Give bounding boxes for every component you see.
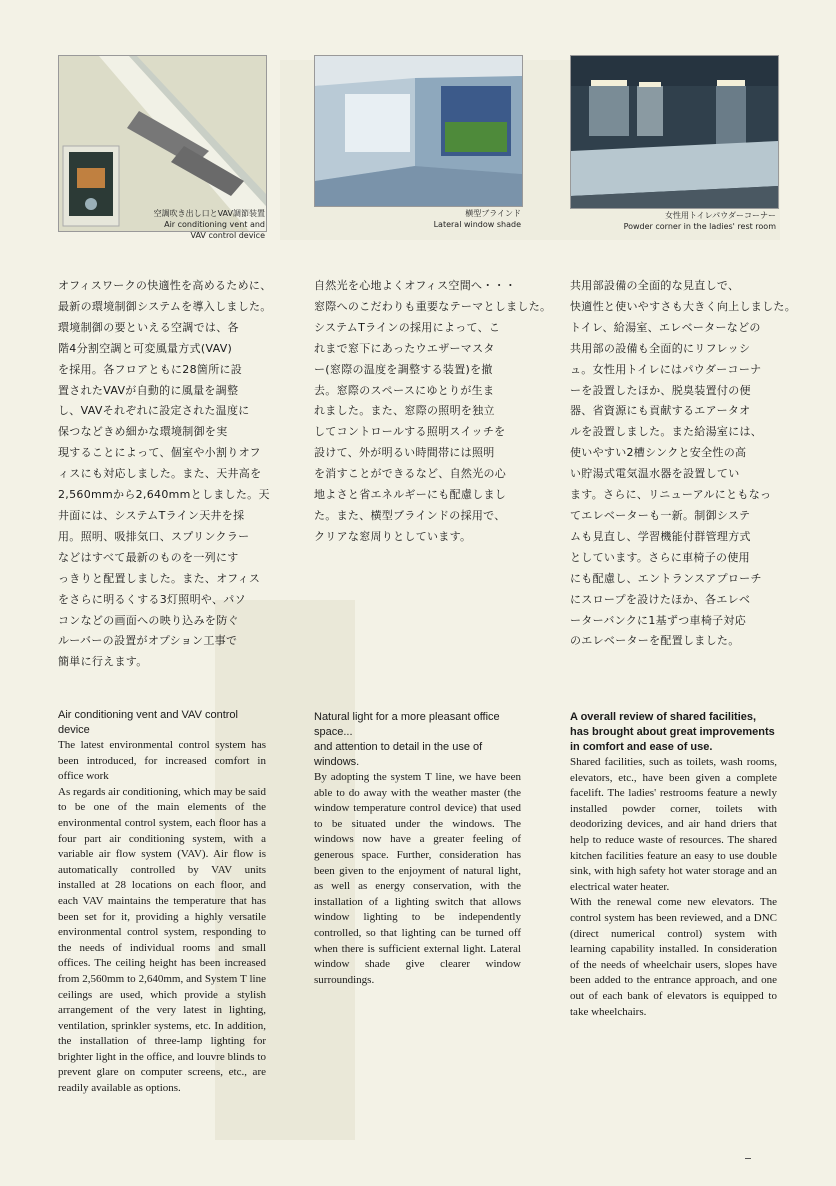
caption-jp: 横型ブラインド bbox=[465, 209, 521, 218]
jp-line: た。また、横型ブラインドの採用で、 bbox=[314, 508, 506, 522]
jp-line: 設けて、外が明るい時間帯には照明 bbox=[314, 446, 495, 460]
en-paragraph: Shared facilities, such as toilets, wash rooms, elevators, etc., have been given a complete facelift. The ladies' restrooms feature a newly installed powder corner, toilets with deodorizing devices, and air hand driers that help to reduce waste of resources. The shared kitchen facilities feature an easy to use double sink, with high safety hot water storage and an electrical water heater. bbox=[570, 756, 777, 893]
jp-line: を採用。各フロアともに28箇所に設 bbox=[58, 362, 243, 376]
jp-line: 共用部の設備も全面的にリフレッシ bbox=[570, 341, 751, 355]
photo-caption-window-shade bbox=[400, 208, 521, 230]
jp-line: ルーバーの設置がオプション工事で bbox=[58, 634, 238, 648]
jp-line: 2,560mmから2,640mmとしました。天 bbox=[58, 488, 270, 502]
jp-line: れまで窓下にあったウエザーマスタ bbox=[314, 341, 495, 355]
en-heading-line: windows. bbox=[314, 756, 360, 768]
jp-line: れました。また、窓際の照明を独立 bbox=[314, 404, 495, 418]
en-body bbox=[570, 755, 777, 1020]
en-paragraph: By adopting the system T line, we have been able to do away with the weather master (the window temperature control device) that used to be situated under the windows. The windows now have a greater feeling of generous space. Further, consideration has been given to the enjoyment of natural light, as well as energy conservation, with the installation of a lighting switch that allows window lighting to be independently controlled, so that lighting can be turned off when there is sufficient external light. Lateral window shade give clearer window surroundings. bbox=[314, 771, 521, 986]
jp-line: 快適性と使いやすさも大きく向上しました。 bbox=[570, 299, 796, 313]
jp-line: っきりと配置しました。また、オフィス bbox=[58, 571, 261, 585]
jp-line: 最新の環境制御システムを導入しました。 bbox=[58, 299, 272, 313]
en-heading bbox=[314, 710, 521, 770]
jp-line: 環境制御の要といえる空調では、各 bbox=[58, 320, 239, 334]
jp-line: のエレベーターを配置しました。 bbox=[570, 634, 740, 648]
caption-jp: 女性用トイレパウダーコーナー bbox=[665, 211, 776, 220]
jp-line: 簡単に行えます。 bbox=[58, 655, 148, 669]
jp-line: を消すことができるなど、自然光の心 bbox=[314, 467, 507, 481]
jp-line: 用。照明、吸排気口、スプリンクラー bbox=[58, 529, 250, 543]
en-column-shared-facilities bbox=[570, 710, 777, 1020]
jp-line: 置されたVAVが自動的に風量を調整 bbox=[58, 383, 239, 397]
jp-line: としています。さらに車椅子の使用 bbox=[570, 550, 750, 564]
jp-column-shared-facilities bbox=[570, 276, 800, 652]
powder-room-illustration bbox=[571, 56, 778, 208]
jp-line: 井面には、システムTライン天井を採 bbox=[58, 508, 245, 522]
caption-en: Air conditioning vent and bbox=[164, 220, 265, 229]
en-paragraph: The latest environmental control system has been introduced, for increased comfort in office work bbox=[58, 739, 266, 783]
jp-line: ーターバンクに1基ずつ車椅子対応 bbox=[570, 613, 747, 627]
jp-line: ュ。女性用トイレにはパウダーコーナ bbox=[570, 362, 762, 376]
caption-en: VAV control device bbox=[190, 231, 265, 240]
jp-line: にスロープを設けたほか、各エレベ bbox=[570, 592, 751, 606]
jp-line: ィスにも対応しました。また、天井高を bbox=[58, 467, 262, 481]
jp-line: 地よさと省エネルギーにも配慮しまし bbox=[314, 488, 507, 502]
en-body bbox=[314, 770, 521, 988]
jp-line: ムも見直し、学習機能付群管理方式 bbox=[570, 529, 751, 543]
jp-line: オフィスワークの快適性を高めるために、 bbox=[58, 279, 272, 292]
jp-line: 器、省資源にも貢献するエアータオ bbox=[570, 404, 751, 418]
jp-line: にも配慮し、エントランスアプローチ bbox=[570, 571, 762, 585]
en-paragraph: As regards air conditioning, which may be said to be one of the main elements of the environmental control system, each floor has a four part air conditioning system, with a variable air flow system (VAV). Air flow is automatically controlled by VAV units installed at 28 locations on each floor, and each VAV maintains the temperature that has been set for it, providing a highly versatile environmental control system, responding to the needs of individual rooms and small offices. The ceiling height has been increased from 2,560mm to 2,640mm, and System T line ceilings are used, which provide a stylish arrangement of the very latest in lighting, ventilation, sprinkler systems, etc. In addition, the installation of three-lamp lighting for brighter light in the office, and louvre blinds to prevent glare on computer screens, etc., are readily available as options. bbox=[58, 785, 266, 1095]
en-heading-line: Natural light for a more pleasant office bbox=[314, 711, 500, 723]
jp-line: ます。さらに、リニューアルにともなっ bbox=[570, 488, 772, 502]
jp-line: てエレベーターも一新。制御システ bbox=[570, 508, 751, 522]
jp-line: 共用部設備の全面的な見直しで、 bbox=[570, 279, 740, 292]
en-heading-line: space... bbox=[314, 726, 353, 738]
en-heading-line: and attention to detail in the use of bbox=[314, 741, 483, 753]
en-heading bbox=[58, 708, 266, 738]
jp-line: 窓際へのこだわりも重要なテーマとしました。 bbox=[314, 299, 552, 313]
en-paragraph: With the renewal come new elevators. The control system has been reviewed, and a DNC (direct numerical control) system with learning capability installed. In consideration of the needs of wheelchair users, slopes have been added to the entrance approach, and one out of each bank of elevators is equipped to take wheelchairs. bbox=[570, 896, 777, 1018]
jp-line: ルを設置しました。また給湯室には、 bbox=[570, 425, 763, 439]
caption-jp: 空調吹き出し口とVAV調節装置 bbox=[153, 209, 265, 218]
office-window-illustration bbox=[315, 56, 522, 206]
en-heading bbox=[570, 710, 777, 755]
en-heading-line: device bbox=[58, 724, 90, 736]
jp-line: 階4分割空調と可変風量方式(VAV) bbox=[58, 341, 233, 355]
en-column-air-conditioning bbox=[58, 708, 266, 1097]
jp-line: をさらに明るくする3灯照明や、パソ bbox=[58, 592, 246, 606]
jp-line: ー(窓際の温度を調整する装置)を撤 bbox=[314, 362, 493, 376]
jp-line: 保つなどきめ細かな環境制御を実 bbox=[58, 425, 228, 439]
jp-line: クリアな窓周りとしています。 bbox=[314, 529, 472, 543]
jp-line: ーを設置したほか、脱臭装置付の便 bbox=[570, 383, 751, 397]
jp-line: 現することによって、個室や小割りオフ bbox=[58, 446, 261, 460]
page-mark bbox=[745, 1158, 751, 1159]
photo-caption-powder-corner bbox=[600, 210, 776, 232]
jp-line: してコントロールする照明スイッチを bbox=[314, 425, 506, 439]
en-heading-line: A overall review of shared facilities, bbox=[570, 711, 757, 723]
caption-en: Powder corner in the ladies' rest room bbox=[623, 222, 776, 231]
jp-column-natural-light bbox=[314, 276, 552, 548]
jp-line: い貯湯式電気温水器を設置してい bbox=[570, 467, 740, 481]
en-heading-line: has brought about great improvements bbox=[570, 726, 775, 738]
en-heading-line: in comfort and ease of use. bbox=[570, 741, 713, 753]
en-column-natural-light bbox=[314, 710, 521, 988]
jp-line: コンなどの画面への映り込みを防ぐ bbox=[58, 613, 239, 627]
jp-line: システムTラインの採用によって、こ bbox=[314, 320, 501, 334]
photo-caption-air-vent bbox=[120, 208, 265, 241]
photo-lateral-window-shade bbox=[314, 55, 523, 207]
jp-line: 使いやすい2槽シンクと安全性の高 bbox=[570, 446, 747, 460]
en-heading-line: Air conditioning vent and VAV control bbox=[58, 709, 238, 721]
jp-line: トイレ、給湯室、エレベーターなどの bbox=[570, 320, 761, 334]
en-body bbox=[58, 738, 266, 1097]
jp-column-air-conditioning bbox=[58, 276, 288, 673]
jp-line: し、VAVそれぞれに設定された温度に bbox=[58, 404, 250, 418]
jp-line: 去。窓際のスペースにゆとりが生ま bbox=[314, 383, 495, 397]
jp-line: などはすべて最新のものを一列にす bbox=[58, 550, 239, 564]
photo-air-conditioning-vent bbox=[58, 55, 267, 232]
jp-line: 自然光を心地よくオフィス空間へ・・・ bbox=[314, 279, 517, 292]
air-vent-illustration bbox=[59, 56, 266, 231]
caption-en: Lateral window shade bbox=[433, 220, 521, 229]
photo-powder-corner bbox=[570, 55, 779, 209]
